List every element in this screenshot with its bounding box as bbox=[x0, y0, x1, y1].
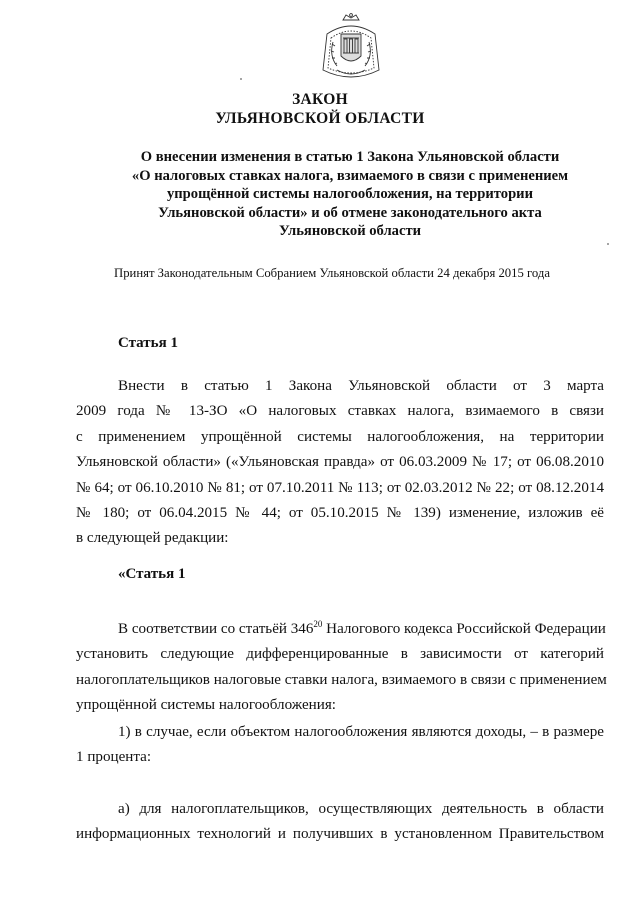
title-line: Ульяновской области» и об отмене законодательного акта bbox=[158, 204, 542, 221]
paragraph-line: в следующей редакции: bbox=[76, 530, 229, 547]
scan-mark bbox=[240, 78, 242, 80]
title-line: Ульяновской области bbox=[278, 223, 422, 240]
paragraph-line: упрощённой системы налогообложения: bbox=[76, 697, 336, 714]
title-line: упрощённой системы налогообложения, на территории bbox=[166, 186, 534, 203]
article-1-heading: Статья 1 bbox=[118, 335, 178, 351]
paragraph-line: 1 процента: bbox=[76, 749, 152, 766]
intro-text-before: В соответствии со статьёй 346 bbox=[118, 621, 314, 637]
paragraph-line: Внести в статью 1 Закона Ульяновской области от 3 марта bbox=[118, 378, 604, 394]
paragraph-line: а) для налогоплательщиков, осуществляющих деятельность в области bbox=[118, 801, 604, 817]
quoted-article-intro bbox=[76, 617, 607, 719]
paragraph-line: с применением упрощённой системы налогообложения, на территории bbox=[76, 428, 604, 445]
paragraph-line: налогоплательщиков налоговые ставки налога, взимаемого в связи с применением bbox=[76, 671, 607, 688]
law-title bbox=[100, 148, 600, 241]
coat-of-arms-emblem bbox=[313, 12, 389, 86]
paragraph-line: 2009 года № 13-ЗО «О налоговых ставках налога, взимаемого в связи bbox=[76, 403, 604, 420]
item-1a bbox=[76, 797, 604, 848]
item-1 bbox=[76, 720, 604, 771]
intro-text-after: Налогового кодекса Российской Федерации bbox=[322, 621, 606, 637]
title-line: «О налоговых ставках налога, взимаемого в связи с применением bbox=[131, 167, 569, 184]
paragraph-line: Ульяновской области» («Ульяновская правда» от 06.03.2009 № 17; от 06.08.2010 bbox=[76, 454, 604, 471]
superscript: 20 bbox=[313, 618, 323, 629]
paragraph-line bbox=[76, 617, 604, 642]
paragraph-line: № 64; от 06.10.2010 № 81; от 07.10.2011 № 113; от 02.03.2012 № 22; от 08.12.2014 bbox=[76, 479, 604, 496]
adoption-note: Принят Законодательным Собранием Ульяновской области 24 декабря 2015 года bbox=[114, 266, 550, 280]
paragraph-line: № 180; от 06.04.2015 № 44; от 05.10.2015 № 139) изменение, изложив её bbox=[76, 505, 604, 522]
title-line: О внесении изменения в статью 1 Закона Ульяновской области bbox=[140, 149, 560, 165]
paragraph-line: информационных технологий и получивших в установленном Правительством bbox=[76, 826, 604, 843]
paragraph-line: 1) в случае, если объектом налогообложения являются доходы, – в размере bbox=[118, 724, 604, 740]
law-heading: ЗАКОН bbox=[292, 91, 348, 108]
law-region-heading: УЛЬЯНОВСКОЙ ОБЛАСТИ bbox=[215, 110, 425, 127]
quoted-article-heading: «Статья 1 bbox=[118, 566, 186, 582]
article-1-paragraph bbox=[76, 374, 604, 552]
scan-mark bbox=[607, 243, 609, 245]
paragraph-line: установить следующие дифференцированные в зависимости от категорий bbox=[76, 646, 604, 663]
